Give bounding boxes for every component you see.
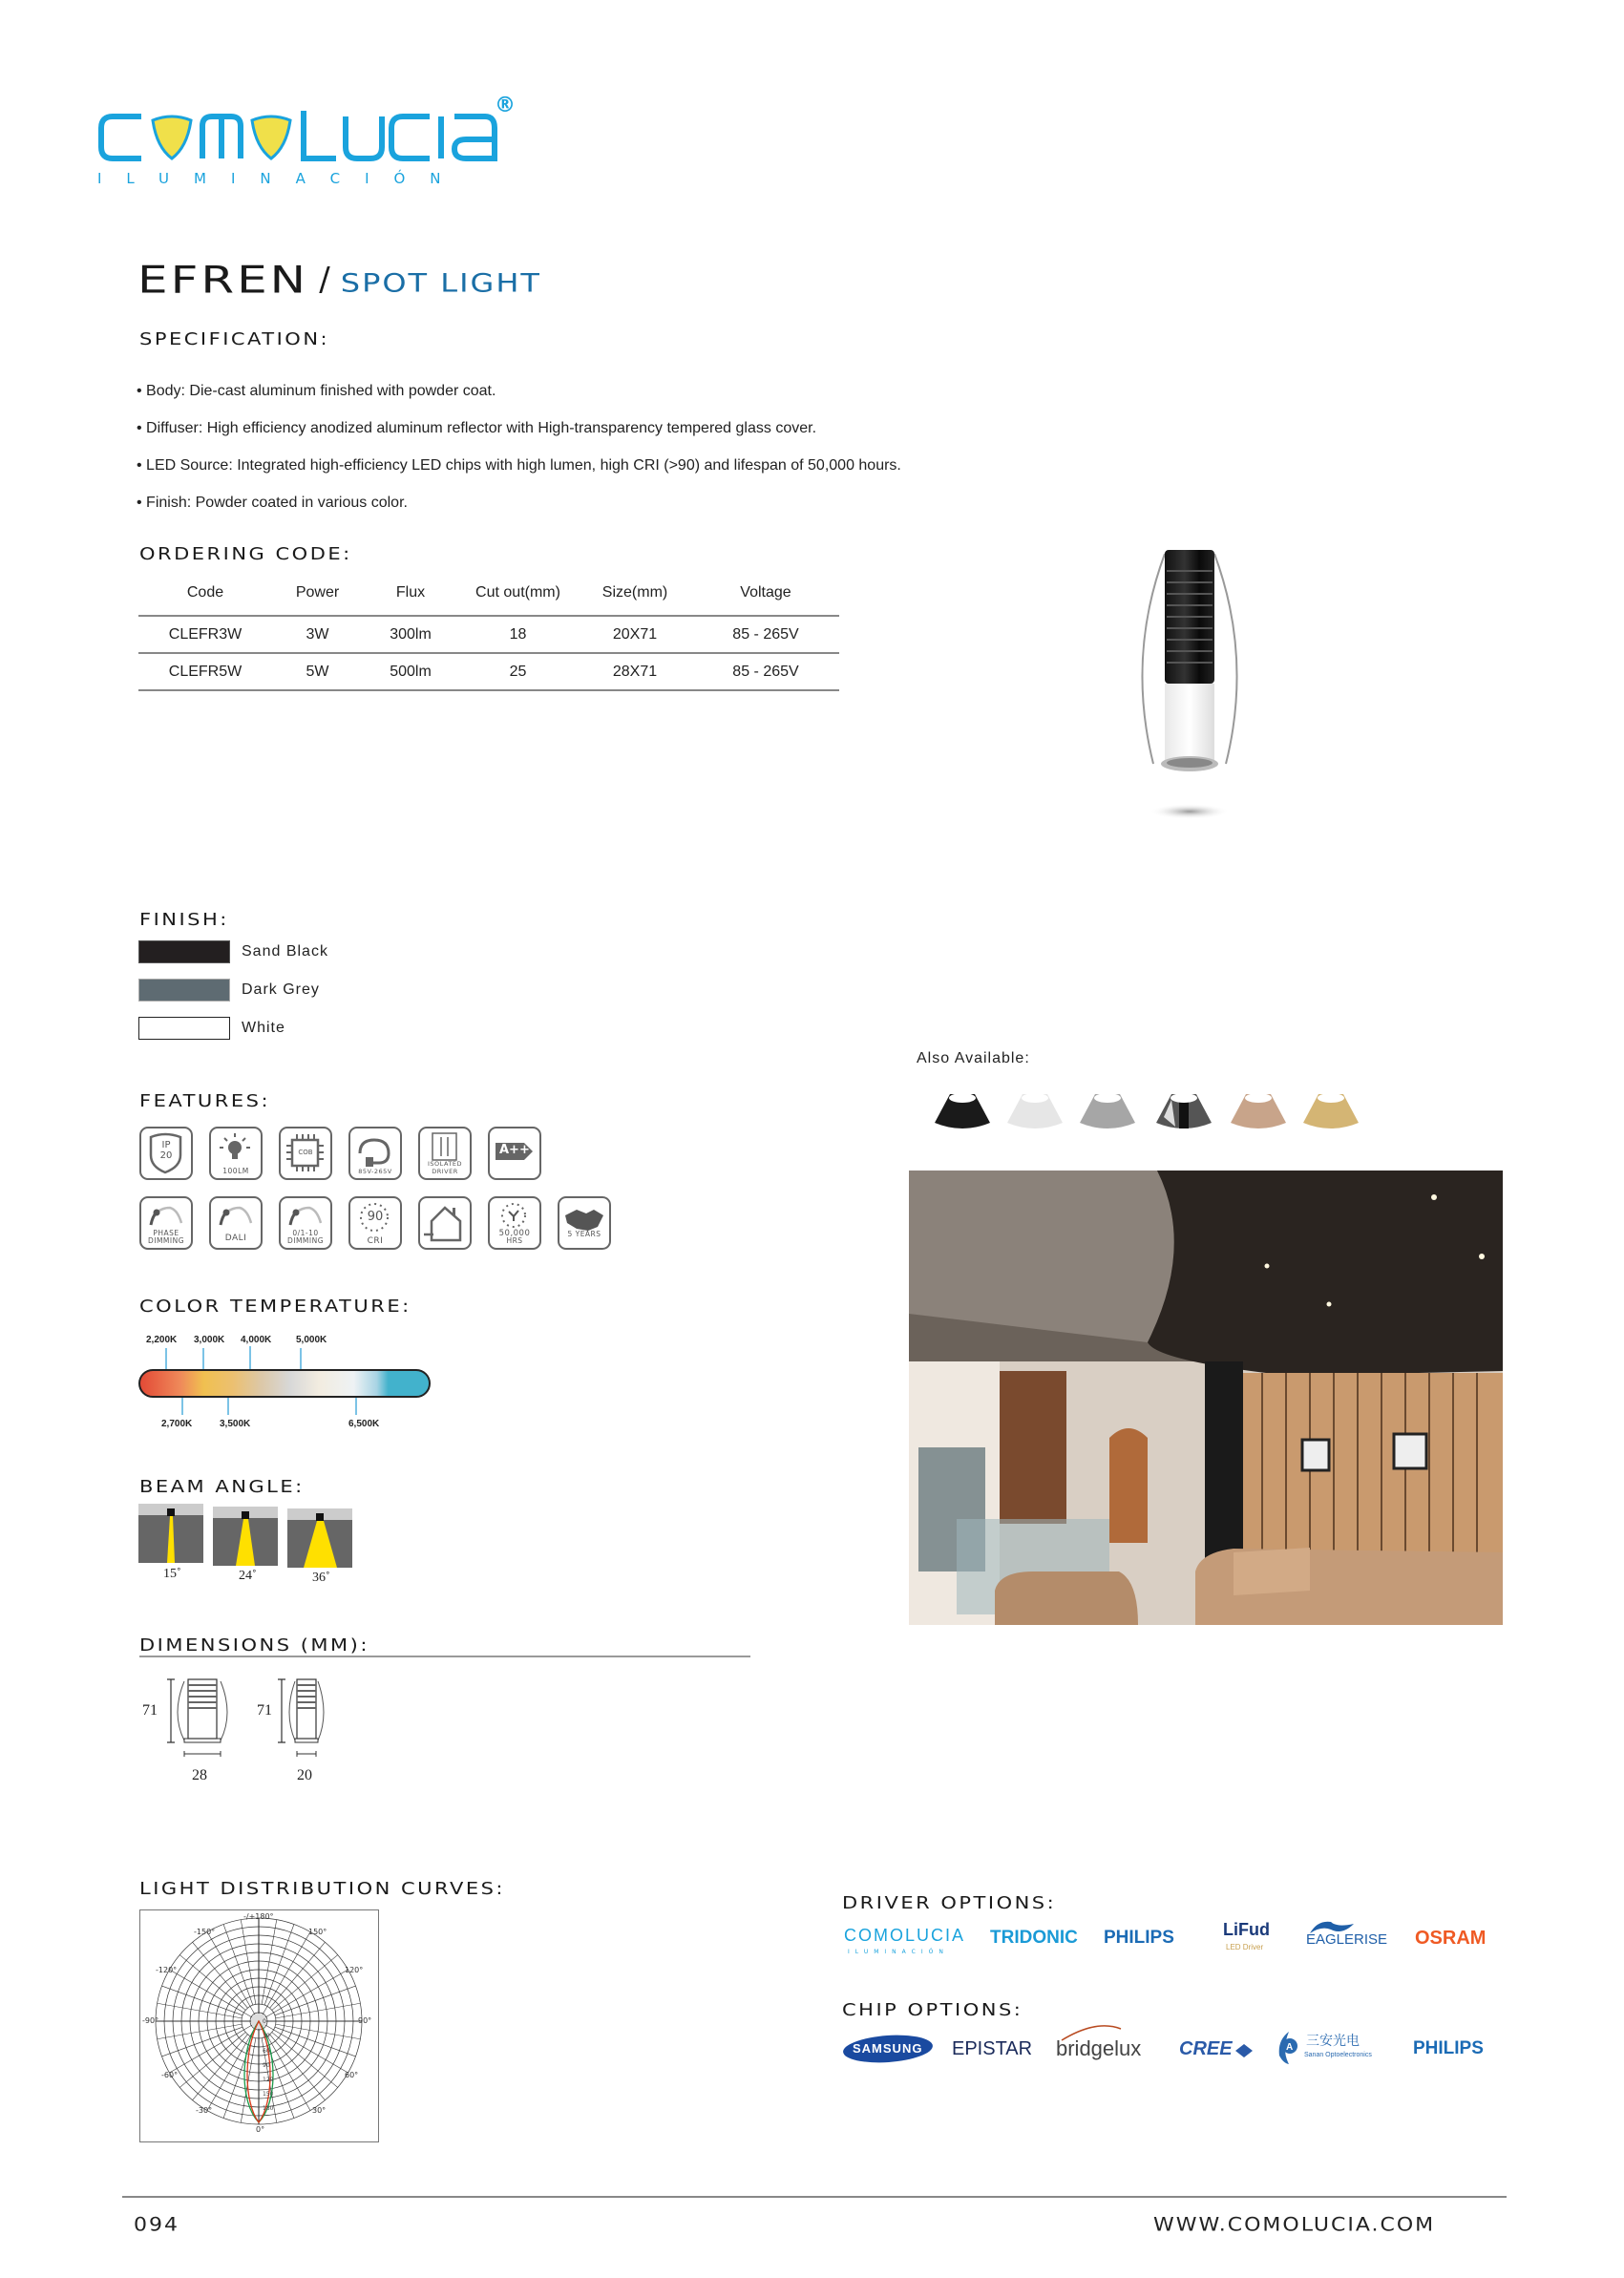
- finish-label: Sand Black: [242, 943, 328, 960]
- radial-label: 90: [263, 2062, 270, 2069]
- also-available-label: Also Available:: [917, 1050, 1030, 1066]
- finish-label: White: [242, 1020, 285, 1036]
- feature-dali: [209, 1196, 263, 1250]
- feature-icons: [139, 1127, 626, 1260]
- interior-photo: [909, 1171, 1503, 1625]
- beam-label: 15˚: [163, 1567, 181, 1581]
- angle-label-neg30: -30°: [196, 2106, 213, 2115]
- feature-label: 5 YEARS: [567, 1230, 601, 1238]
- ct-tick: [227, 1398, 229, 1415]
- col-header-flux: Flux: [395, 584, 426, 601]
- specification-list: [137, 372, 901, 521]
- page-title: [137, 246, 541, 302]
- table-row: [138, 653, 839, 690]
- dimension-width: 20: [297, 1767, 312, 1783]
- brand-samsung: SAMSUNG: [853, 2041, 923, 2056]
- feature-indoor: [418, 1196, 472, 1250]
- dimension-drawing-28: [138, 1676, 253, 1800]
- finish-option-sand-black: [138, 940, 328, 963]
- brand-eaglerise: EAGLERISE: [1306, 1931, 1388, 1948]
- ct-tick: [355, 1398, 357, 1415]
- features-heading: FEATURES:: [139, 1091, 271, 1111]
- registered-mark: ®: [495, 94, 516, 117]
- polar-spoke: [162, 1986, 243, 2015]
- radial-label: 120: [263, 2077, 274, 2083]
- brand-comolucia-sub: ILUMINACIÓN: [848, 1949, 949, 1955]
- cell-size: 28X71: [578, 653, 692, 690]
- cell-power: 3W: [272, 616, 363, 653]
- spec-item: • LED Source: Integrated high-efficiency LED chips with high lumen, high CRI (>90) and lifespan of 50,000 hours.: [137, 457, 901, 474]
- ct-label-2700k: 2,700K: [161, 1419, 193, 1429]
- ct-label-3000k: 3,000K: [194, 1335, 225, 1345]
- specification-heading: SPECIFICATION:: [139, 329, 330, 349]
- angle-label-60: 60°: [345, 2071, 359, 2079]
- beam-label: 24˚: [239, 1569, 257, 1583]
- cell-power: 5W: [272, 653, 363, 690]
- polar-spoke: [223, 1925, 253, 2006]
- polar-spoke: [272, 1955, 338, 2011]
- cell-cutout: 25: [458, 653, 578, 690]
- ct-tick: [300, 1348, 302, 1371]
- radial-label: 30: [263, 2033, 270, 2039]
- dimensions-divider: [139, 1656, 750, 1657]
- finish-label: Dark Grey: [242, 981, 320, 998]
- angle-label-0: 0°: [256, 2125, 265, 2134]
- polar-spoke: [179, 2033, 245, 2088]
- beam-angle-heading: BEAM ANGLE:: [139, 1477, 305, 1497]
- brand-philips-chip: PHILIPS: [1413, 2038, 1484, 2058]
- reflector-rose-gold: [1227, 1088, 1290, 1132]
- ordering-table: [138, 571, 839, 691]
- polar-spoke: [193, 2035, 248, 2100]
- radial-label: 0: [263, 2018, 266, 2025]
- beam-cone-icon: [138, 1504, 203, 1563]
- polar-spoke: [162, 2027, 243, 2057]
- polar-spoke: [241, 2038, 256, 2123]
- finish-option-white: [138, 1017, 285, 1040]
- spec-item: • Diffuser: High efficiency anodized aluminum reflector with High-transparency tempered glass cover.: [137, 420, 817, 436]
- warranty-handshake-icon: [559, 1198, 608, 1247]
- ordering-code-heading: ORDERING CODE:: [139, 544, 352, 564]
- feature-isolated-driver: [418, 1127, 472, 1180]
- cree-diamond-icon: [1234, 2043, 1254, 2058]
- feature-label-2: DIMMING: [147, 1236, 185, 1245]
- sanan-logo-icon: [1276, 2031, 1300, 2065]
- reflector-gold: [1299, 1088, 1362, 1132]
- cell-voltage: 85 - 265V: [692, 616, 839, 653]
- brand-philips: PHILIPS: [1104, 1928, 1174, 1948]
- polar-spoke: [275, 1986, 356, 2015]
- brand-cree: CREE: [1179, 2038, 1233, 2059]
- svg-text:A: A: [1286, 2042, 1294, 2053]
- beam-36: [287, 1508, 352, 1568]
- dimensions-heading: DIMENSIONS (MM):: [139, 1635, 369, 1656]
- brand-sanan: 三安光电: [1306, 2034, 1360, 2049]
- website-link[interactable]: WWW.COMOLUCIA.COM: [1153, 2214, 1436, 2236]
- angle-label-120: 120°: [345, 1966, 364, 1974]
- reflector-white: [1003, 1088, 1066, 1132]
- col-header-voltage: Voltage: [740, 584, 791, 601]
- feature-0-10-dimming: [279, 1196, 332, 1250]
- feature-label-1: 50,000: [498, 1229, 531, 1238]
- reflector-options: [931, 1088, 1389, 1136]
- beam-cone-icon: [213, 1507, 278, 1566]
- ct-label-4000k: 4,000K: [241, 1335, 272, 1345]
- reflector-silver: [1076, 1088, 1139, 1132]
- feature-phase-dimming: [139, 1196, 193, 1250]
- logo-wordmark: [95, 105, 516, 172]
- ct-label-5000k: 5,000K: [296, 1335, 327, 1345]
- cell-flux: 300lm: [363, 616, 458, 653]
- polar-spoke: [270, 1942, 326, 2008]
- feature-lifespan: [488, 1196, 541, 1250]
- angle-label-neg90: -90°: [142, 2016, 159, 2025]
- polar-spoke: [241, 1920, 256, 2005]
- reflector-chrome: [1152, 1088, 1215, 1132]
- ip-text: IP: [161, 1140, 171, 1150]
- driver-options-heading: DRIVER OPTIONS:: [842, 1893, 1057, 1913]
- finish-option-dark-grey: [138, 979, 320, 1002]
- col-header-code: Code: [186, 584, 224, 601]
- feature-label: 85V-265V: [358, 1168, 392, 1175]
- polar-spoke: [223, 2037, 253, 2119]
- lamp-outline-icon: [138, 1676, 253, 1781]
- title-separator: /: [319, 261, 330, 299]
- logo-tagline: ILUMINACIÓN: [97, 170, 466, 187]
- ct-label-6500k: 6,500K: [348, 1419, 380, 1429]
- brand-bridgelux: bridgelux: [1056, 2036, 1142, 2060]
- cell-code: CLEFR3W: [138, 616, 272, 653]
- angle-label-180: -/+180°: [243, 1912, 274, 1921]
- brand-lifud-sub: LED Driver: [1226, 1943, 1264, 1951]
- energy-class-text: A++: [499, 1143, 530, 1157]
- beam-cone-icon: [287, 1508, 352, 1568]
- dimension-drawing-20: [253, 1676, 348, 1800]
- ct-tick: [202, 1348, 204, 1371]
- polar-spoke: [193, 1942, 248, 2008]
- chip-options-heading: CHIP OPTIONS:: [842, 2000, 1023, 2020]
- polar-spoke: [158, 2024, 243, 2039]
- cell-size: 20X71: [578, 616, 692, 653]
- product-name: EFREN: [137, 258, 309, 302]
- swatch-dark-grey: [138, 979, 230, 1002]
- feature-ip20: [139, 1127, 193, 1180]
- chip-brand-logos: [840, 2029, 1508, 2077]
- feature-label-2: DIMMING: [286, 1236, 325, 1245]
- ct-label-2200k: 2,200K: [146, 1335, 178, 1345]
- col-header-size: Size(mm): [601, 584, 668, 601]
- cri-value: 90: [367, 1210, 384, 1224]
- beam-15: [138, 1504, 203, 1563]
- table-row: [138, 616, 839, 653]
- radial-label: 60: [263, 2048, 270, 2055]
- footer-divider: [122, 2196, 1507, 2198]
- cell-voltage: 85 - 265V: [692, 653, 839, 690]
- feature-label-2: HRS: [506, 1236, 523, 1245]
- ct-tick: [165, 1348, 167, 1371]
- feature-warranty: [558, 1196, 611, 1250]
- dimension-width: 28: [192, 1767, 207, 1783]
- polar-spoke: [276, 2003, 361, 2018]
- angle-label-neg60: -60°: [161, 2071, 179, 2079]
- angle-label-neg150: -150°: [194, 1928, 216, 1936]
- feature-energy-class: [488, 1127, 541, 1180]
- beam-24: [213, 1507, 278, 1566]
- reflector-black: [931, 1088, 994, 1132]
- feature-label-1: ISOLATED: [428, 1160, 462, 1168]
- page-number: 094: [134, 2214, 179, 2236]
- color-temperature-bar: [138, 1369, 431, 1398]
- polar-spoke: [270, 2035, 326, 2100]
- polar-spoke: [275, 2027, 356, 2057]
- angle-label-30: 30°: [312, 2106, 327, 2115]
- brand-epistar: EPISTAR: [952, 2038, 1033, 2059]
- color-temperature-scale: [138, 1327, 444, 1442]
- radial-label: 180: [263, 2105, 274, 2112]
- polar-grid: [140, 1910, 377, 2141]
- feature-label: CRI: [367, 1236, 384, 1246]
- polar-spoke: [264, 1925, 294, 2006]
- product-category: SPOT LIGHT: [340, 267, 541, 298]
- cell-flux: 500lm: [363, 653, 458, 690]
- polar-spoke: [276, 2024, 361, 2039]
- feature-label: DALI: [224, 1234, 247, 1243]
- feature-label-1: 0/1-10: [292, 1229, 319, 1237]
- ct-label-3500k: 3,500K: [220, 1419, 251, 1429]
- brand-tridonic: TRIDONIC: [990, 1928, 1078, 1948]
- beam-angle-diagrams: [138, 1504, 368, 1599]
- spec-item: • Body: Die-cast aluminum finished with powder coat.: [137, 383, 496, 399]
- radial-label: 150: [263, 2091, 274, 2098]
- cell-code: CLEFR5W: [138, 653, 272, 690]
- light-distribution-heading: LIGHT DISTRIBUTION CURVES:: [139, 1879, 505, 1899]
- feature-label-2: DRIVER: [432, 1168, 458, 1175]
- feature-label: 100LM: [222, 1167, 249, 1175]
- polar-spoke: [179, 1955, 245, 2011]
- polar-spoke: [158, 2003, 243, 2018]
- feature-voltage: [348, 1127, 402, 1180]
- beam-label: 36˚: [312, 1571, 330, 1585]
- finish-heading: FINISH:: [139, 910, 229, 930]
- polar-chart: [139, 1909, 379, 2142]
- dimension-height: 71: [257, 1702, 272, 1719]
- brand-sanan-sub: Sanan Optoelectronics: [1304, 2052, 1372, 2058]
- brand-comolucia: COMOLUCIA: [844, 1926, 966, 1945]
- table-header-row: [138, 571, 839, 616]
- brand-osram: OSRAM: [1415, 1928, 1487, 1949]
- cob-text: COB: [298, 1149, 313, 1156]
- angle-label-90: 90°: [358, 2016, 372, 2025]
- swatch-white: [138, 1017, 230, 1040]
- feature-cob: [279, 1127, 332, 1180]
- feature-100lm: [209, 1127, 263, 1180]
- angle-label-neg120: -120°: [156, 1966, 178, 1974]
- spec-item: • Finish: Powder coated in various color.: [137, 495, 408, 511]
- ct-tick: [249, 1346, 251, 1371]
- polar-spoke: [262, 1920, 277, 2005]
- lamp-outline-icon: [253, 1676, 348, 1781]
- col-header-cutout: Cut out(mm): [475, 584, 560, 601]
- swatch-sand-black: [138, 940, 230, 963]
- dimension-height: 71: [142, 1702, 158, 1719]
- angle-label-150: 150°: [308, 1928, 327, 1936]
- product-image: [1127, 542, 1260, 829]
- driver-brand-logos: [840, 1920, 1508, 1967]
- ct-tick: [181, 1398, 183, 1415]
- brand-logo: [95, 95, 525, 200]
- color-temperature-heading: COLOR TEMPERATURE:: [139, 1297, 411, 1317]
- cell-cutout: 18: [458, 616, 578, 653]
- brand-lifud: LiFud: [1223, 1920, 1270, 1939]
- ip-rating: 20: [159, 1150, 173, 1161]
- feature-label-1: PHASE: [153, 1229, 179, 1237]
- polar-spoke: [272, 2033, 338, 2088]
- feature-cri: [348, 1196, 402, 1250]
- col-header-power: Power: [295, 584, 340, 601]
- indoor-house-icon: [420, 1198, 469, 1247]
